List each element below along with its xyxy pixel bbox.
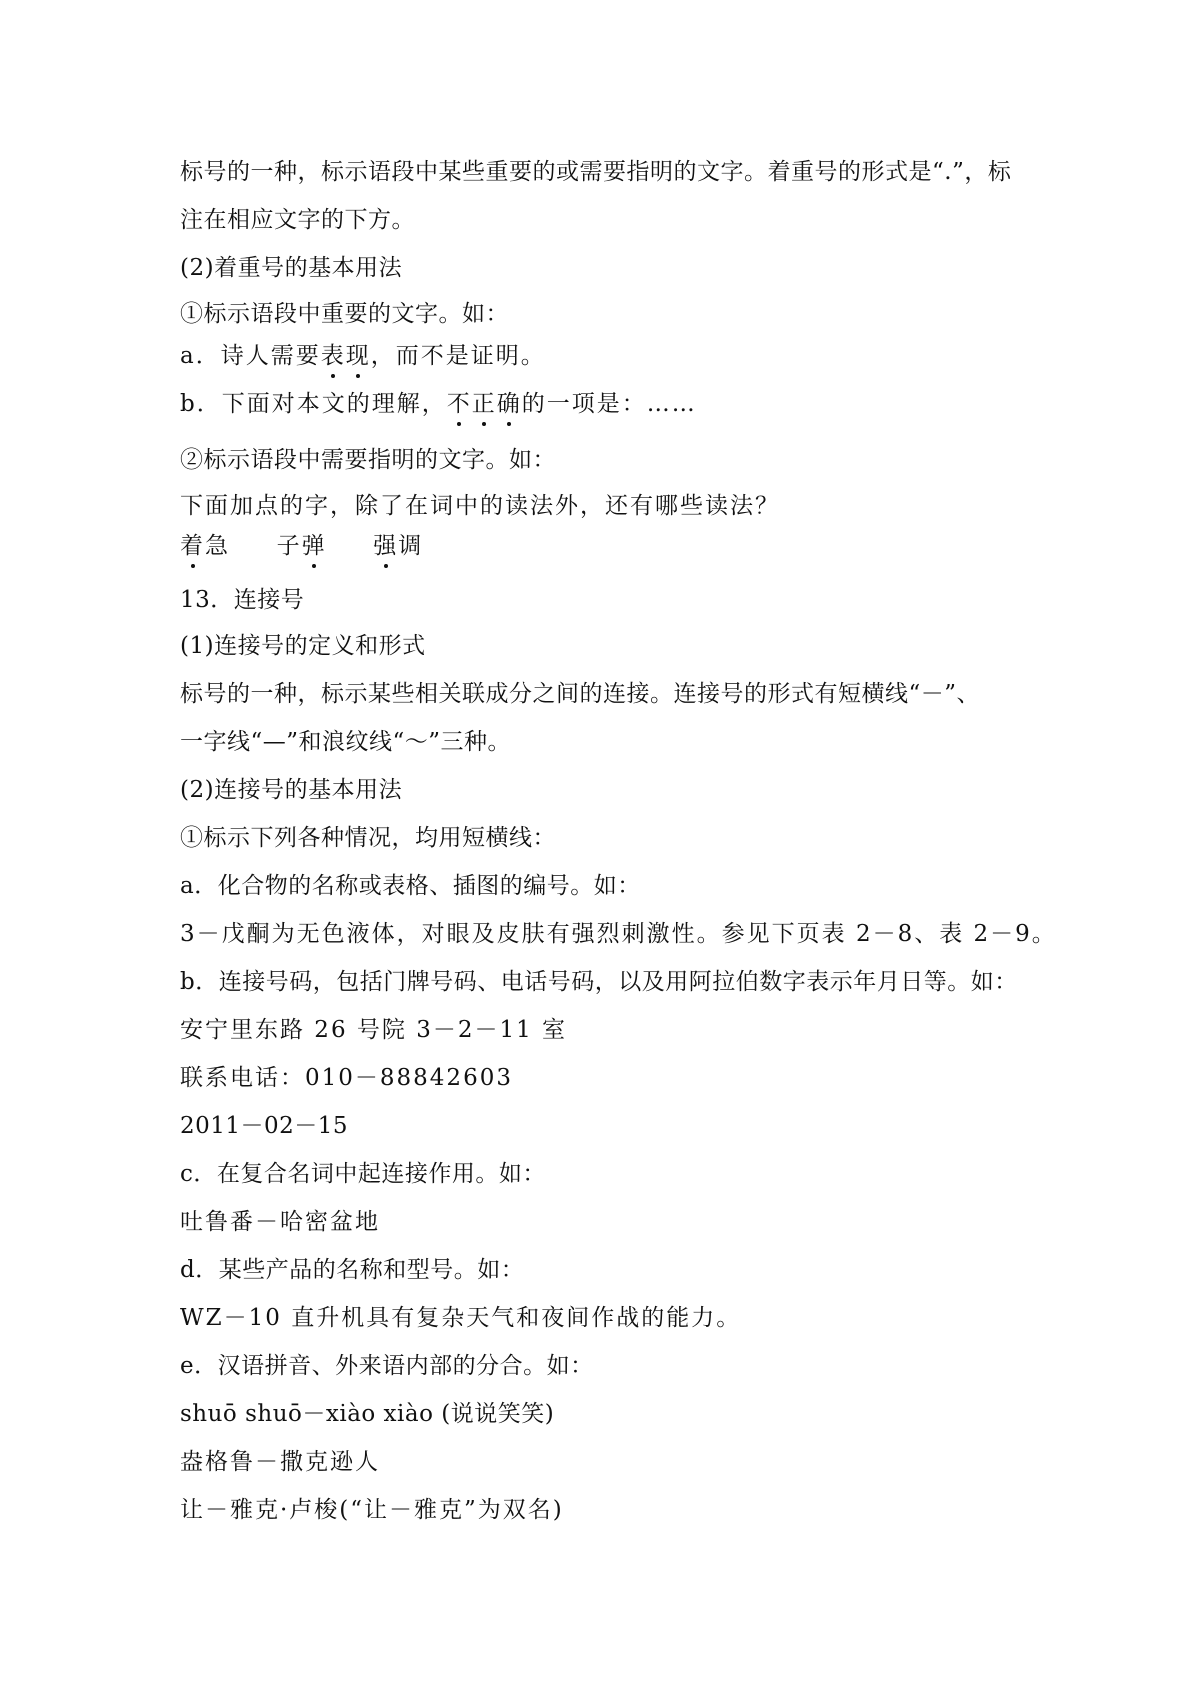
emphasis-usage-heading: (2)着重号的基本用法 bbox=[180, 255, 403, 281]
emphasis-definition-line2: 注在相应文字的下方。 bbox=[180, 207, 415, 233]
dotted-word: 着急 bbox=[180, 533, 230, 559]
dotted-char: 确 bbox=[497, 388, 522, 420]
dash-definition-line1: 标号的一种，标示某些相关联成分之间的连接。连接号的形式有短横线“－”、 bbox=[180, 681, 981, 707]
example-a-prefix: a．诗人需要 bbox=[180, 343, 321, 369]
dash-example-e3: 让－雅克·卢梭(“让－雅克”为双名) bbox=[180, 1497, 564, 1523]
dash-usage-e: e．汉语拼音、外来语内部的分合。如： bbox=[180, 1353, 594, 1379]
dash-example-b1: 安宁里东路 26 号院 3－2－11 室 bbox=[180, 1017, 568, 1043]
example-b bbox=[180, 388, 697, 420]
emphasis-usage-item2: ②标示语段中需要指明的文字。如： bbox=[180, 447, 556, 473]
dash-example-e2: 盎格鲁－撒克逊人 bbox=[180, 1449, 380, 1475]
dotted-char: 正 bbox=[472, 388, 497, 420]
example-b-suffix: 的一项是：…… bbox=[521, 391, 697, 417]
dotted-char: 现 bbox=[346, 340, 371, 372]
dash-usage-d: d．某些产品的名称和型号。如： bbox=[180, 1257, 525, 1283]
section-13-title: 13．连接号 bbox=[180, 587, 305, 613]
dash-example-a: 3－戊酮为无色液体，对眼及皮肤有强烈刺激性。参见下页表 2－8、表 2－9。 bbox=[180, 921, 1057, 947]
emphasis-definition-line1: 标号的一种，标示语段中某些重要的或需要指明的文字。着重号的形式是“.”，标 bbox=[180, 159, 1012, 185]
dotted-char: 着 bbox=[180, 530, 205, 562]
emphasis-usage-item1: ①标示语段中重要的文字。如： bbox=[180, 301, 509, 327]
dash-usage-heading: (2)连接号的基本用法 bbox=[180, 777, 403, 803]
dash-usage-b: b．连接号码，包括门牌号码、电话号码，以及用阿拉伯数字表示年月日等。如： bbox=[180, 969, 1018, 995]
dash-definition-heading: (1)连接号的定义和形式 bbox=[180, 633, 426, 659]
example-a bbox=[180, 340, 546, 372]
dotted-char: 强 bbox=[373, 530, 398, 562]
example-a-suffix: ，而不是证明。 bbox=[370, 343, 546, 369]
dotted-char: 弹 bbox=[302, 530, 327, 562]
dash-usage-item1: ①标示下列各种情况，均用短横线： bbox=[180, 825, 556, 851]
dotted-char: 不 bbox=[447, 388, 472, 420]
dash-example-e1: shuō shuō－xiào xiào (说说笑笑) bbox=[180, 1401, 555, 1427]
dash-example-c: 吐鲁番－哈密盆地 bbox=[180, 1209, 380, 1235]
dotted-word: 子弹 bbox=[277, 533, 327, 559]
dash-usage-c: c．在复合名词中起连接作用。如： bbox=[180, 1161, 546, 1187]
dotted-char: 表 bbox=[321, 340, 346, 372]
dotted-word-list bbox=[180, 530, 423, 562]
example-b-prefix: b．下面对本文的理解， bbox=[180, 391, 447, 417]
dash-definition-line2: 一字线“—”和浪纹线“～”三种。 bbox=[180, 729, 512, 755]
dash-example-b3: 2011－02－15 bbox=[180, 1113, 349, 1139]
dotted-question: 下面加点的字，除了在词中的读法外，还有哪些读法？ bbox=[180, 493, 780, 519]
dash-usage-a: a．化合物的名称或表格、插图的编号。如： bbox=[180, 873, 641, 899]
dotted-word: 强调 bbox=[373, 533, 423, 559]
dash-example-b2: 联系电话：010－88842603 bbox=[180, 1065, 513, 1091]
dash-example-d: WZ－10 直升机具有复杂天气和夜间作战的能力。 bbox=[180, 1305, 742, 1331]
